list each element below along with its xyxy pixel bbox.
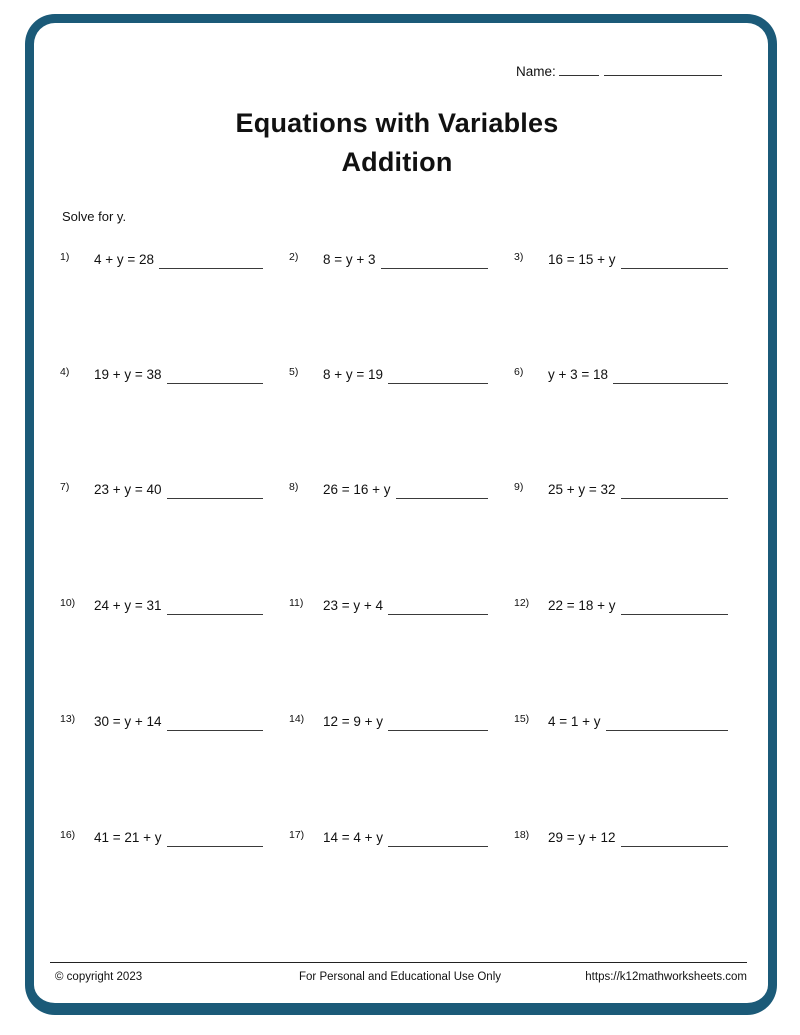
problem-item: [514, 596, 728, 616]
answer-blank[interactable]: [167, 828, 263, 847]
problem-equation: 25 + y = 32: [548, 482, 616, 497]
instruction-text: Solve for y.: [62, 209, 127, 224]
page-title: [0, 104, 794, 182]
footer-divider: [50, 962, 747, 963]
problem-number: 1): [60, 251, 70, 263]
problem-item: [514, 250, 728, 270]
problem-item: [60, 480, 263, 500]
problem-item: [289, 712, 488, 732]
problem-equation: 23 = y + 4: [323, 598, 384, 613]
name-row: [516, 60, 722, 79]
footer-copyright: © copyright 2023: [55, 971, 143, 983]
problem-item: [514, 828, 728, 848]
answer-blank[interactable]: [613, 365, 728, 384]
answer-blank[interactable]: [388, 828, 488, 847]
problem-item: [289, 828, 488, 848]
problem-item: [60, 365, 263, 385]
name-blank-line[interactable]: [559, 60, 599, 76]
page-title-line2: Addition: [341, 147, 453, 177]
problem-equation: 41 = 21 + y: [94, 830, 162, 845]
problem-item: [289, 480, 488, 500]
answer-blank[interactable]: [167, 712, 263, 731]
answer-blank[interactable]: [388, 596, 488, 615]
problem-number: 13): [60, 713, 76, 725]
problem-equation: 12 = 9 + y: [323, 714, 384, 729]
problem-equation: 8 + y = 19: [323, 367, 384, 382]
answer-blank[interactable]: [621, 828, 728, 847]
problem-item: [60, 828, 263, 848]
answer-blank[interactable]: [381, 250, 488, 269]
problem-number: 3): [514, 251, 524, 263]
problem-number: 15): [514, 713, 530, 725]
problem-number: 9): [514, 481, 524, 493]
answer-blank[interactable]: [621, 596, 728, 615]
answer-blank[interactable]: [388, 365, 488, 384]
footer-usage-note: For Personal and Educational Use Only: [299, 971, 501, 983]
problem-equation: 22 = 18 + y: [548, 598, 616, 613]
problem-number: 4): [60, 366, 70, 378]
problem-item: [514, 712, 728, 732]
problem-number: 14): [289, 713, 305, 725]
problem-number: 2): [289, 251, 299, 263]
problem-item: [60, 712, 263, 732]
problem-number: 5): [289, 366, 299, 378]
name-blank-line[interactable]: [604, 60, 722, 76]
answer-blank[interactable]: [396, 480, 488, 499]
problem-number: 6): [514, 366, 524, 378]
problem-equation: y + 3 = 18: [548, 367, 609, 382]
answer-blank[interactable]: [606, 712, 728, 731]
problem-equation: 19 + y = 38: [94, 367, 162, 382]
problem-equation: 4 = 1 + y: [548, 714, 601, 729]
problem-item: [60, 250, 263, 270]
problem-number: 11): [289, 597, 304, 609]
problem-number: 10): [60, 597, 76, 609]
answer-blank[interactable]: [621, 480, 728, 499]
problem-equation: 4 + y = 28: [94, 252, 155, 267]
page-title-line1: Equations with Variables: [235, 108, 559, 138]
problem-item: [289, 596, 488, 616]
answer-blank[interactable]: [167, 480, 263, 499]
problem-equation: 29 = y + 12: [548, 830, 616, 845]
problem-number: 7): [60, 481, 70, 493]
problem-equation: 30 = y + 14: [94, 714, 162, 729]
problem-item: [289, 365, 488, 385]
problem-number: 12): [514, 597, 530, 609]
problem-equation: 14 = 4 + y: [323, 830, 384, 845]
problem-item: [514, 480, 728, 500]
answer-blank[interactable]: [167, 365, 263, 384]
answer-blank[interactable]: [159, 250, 263, 269]
problem-item: [514, 365, 728, 385]
problem-number: 8): [289, 481, 299, 493]
name-label: Name:: [516, 64, 556, 79]
problem-equation: 23 + y = 40: [94, 482, 162, 497]
footer-url-link[interactable]: https://k12mathworksheets.com: [585, 971, 747, 983]
answer-blank[interactable]: [167, 596, 263, 615]
problem-equation: 24 + y = 31: [94, 598, 162, 613]
problem-equation: 8 = y + 3: [323, 252, 376, 267]
problem-equation: 16 = 15 + y: [548, 252, 616, 267]
problem-item: [289, 250, 488, 270]
problem-equation: 26 = 16 + y: [323, 482, 391, 497]
answer-blank[interactable]: [621, 250, 728, 269]
answer-blank[interactable]: [388, 712, 488, 731]
problem-item: [60, 596, 263, 616]
problem-number: 17): [289, 829, 305, 841]
problem-number: 16): [60, 829, 76, 841]
problem-number: 18): [514, 829, 530, 841]
